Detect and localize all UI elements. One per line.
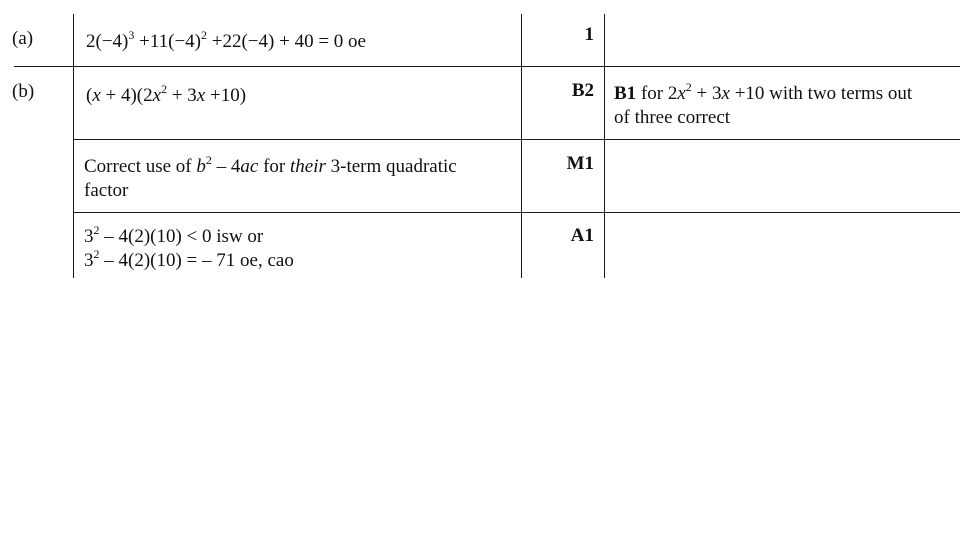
exponent: 2 — [93, 246, 100, 261]
column-divider-mark — [604, 14, 605, 278]
notes-line — [614, 79, 913, 106]
answer-line — [84, 222, 294, 249]
emphasis-text: their — [289, 156, 326, 177]
row-divider — [14, 66, 960, 67]
answer-line — [84, 152, 457, 179]
answer-cell — [86, 27, 366, 54]
variable: x — [152, 85, 162, 106]
answer-line: factor — [84, 180, 129, 201]
answer-text: ( — [86, 85, 93, 106]
exponent: 2 — [161, 81, 168, 96]
variable: b — [196, 156, 206, 177]
answer-text: + 3 — [167, 85, 197, 106]
notes-text: for 2 — [636, 83, 678, 104]
answer-text: 3 — [84, 226, 94, 247]
column-divider-part — [73, 14, 74, 278]
exponent: 2 — [205, 152, 212, 167]
mark-cell: M1 — [566, 153, 594, 174]
answer-text: +22(−4) + 40 = 0 oe — [207, 31, 366, 52]
notes-cell — [614, 79, 913, 130]
answer-text: 3 — [84, 250, 94, 271]
answer-text: – 4(2)(10) = – 71 oe, cao — [99, 250, 294, 271]
part-label: (a) — [12, 28, 34, 49]
row-divider — [73, 139, 960, 140]
mark-cell: 1 — [584, 24, 594, 45]
answer-cell — [84, 222, 294, 273]
exponent: 2 — [93, 222, 100, 237]
answer-text: +11(−4) — [134, 31, 202, 52]
variable: ac — [240, 156, 259, 177]
part-label: (b) — [12, 81, 35, 102]
answer-cell — [86, 81, 247, 108]
exponent: 3 — [128, 27, 135, 42]
answer-line — [84, 246, 294, 273]
answer-text: Correct use of — [84, 156, 197, 177]
variable: x — [677, 83, 686, 104]
answer-text: – 4(2)(10) < 0 isw or — [99, 226, 264, 247]
answer-text: 3-term quadratic — [325, 156, 457, 177]
answer-text: + 4)(2 — [100, 85, 153, 106]
notes-text: +10 with two terms out — [729, 83, 913, 104]
variable: x — [721, 83, 730, 104]
row-divider — [73, 212, 960, 213]
answer-text: for — [258, 156, 290, 177]
variable: x — [92, 85, 101, 106]
answer-text: 2(−4) — [86, 31, 129, 52]
exponent: 2 — [685, 79, 692, 94]
notes-line: of three correct — [614, 107, 731, 128]
notes-text: + 3 — [691, 83, 722, 104]
answer-text: +10) — [205, 85, 247, 106]
answer-text: – 4 — [211, 156, 241, 177]
mark-cell: B2 — [571, 80, 594, 101]
column-divider-answer — [521, 14, 522, 278]
exponent: 2 — [201, 27, 208, 42]
answer-cell — [84, 152, 457, 203]
mark-cell: A1 — [570, 225, 594, 246]
variable: x — [196, 85, 206, 106]
notes-mark-code: B1 — [614, 83, 637, 104]
